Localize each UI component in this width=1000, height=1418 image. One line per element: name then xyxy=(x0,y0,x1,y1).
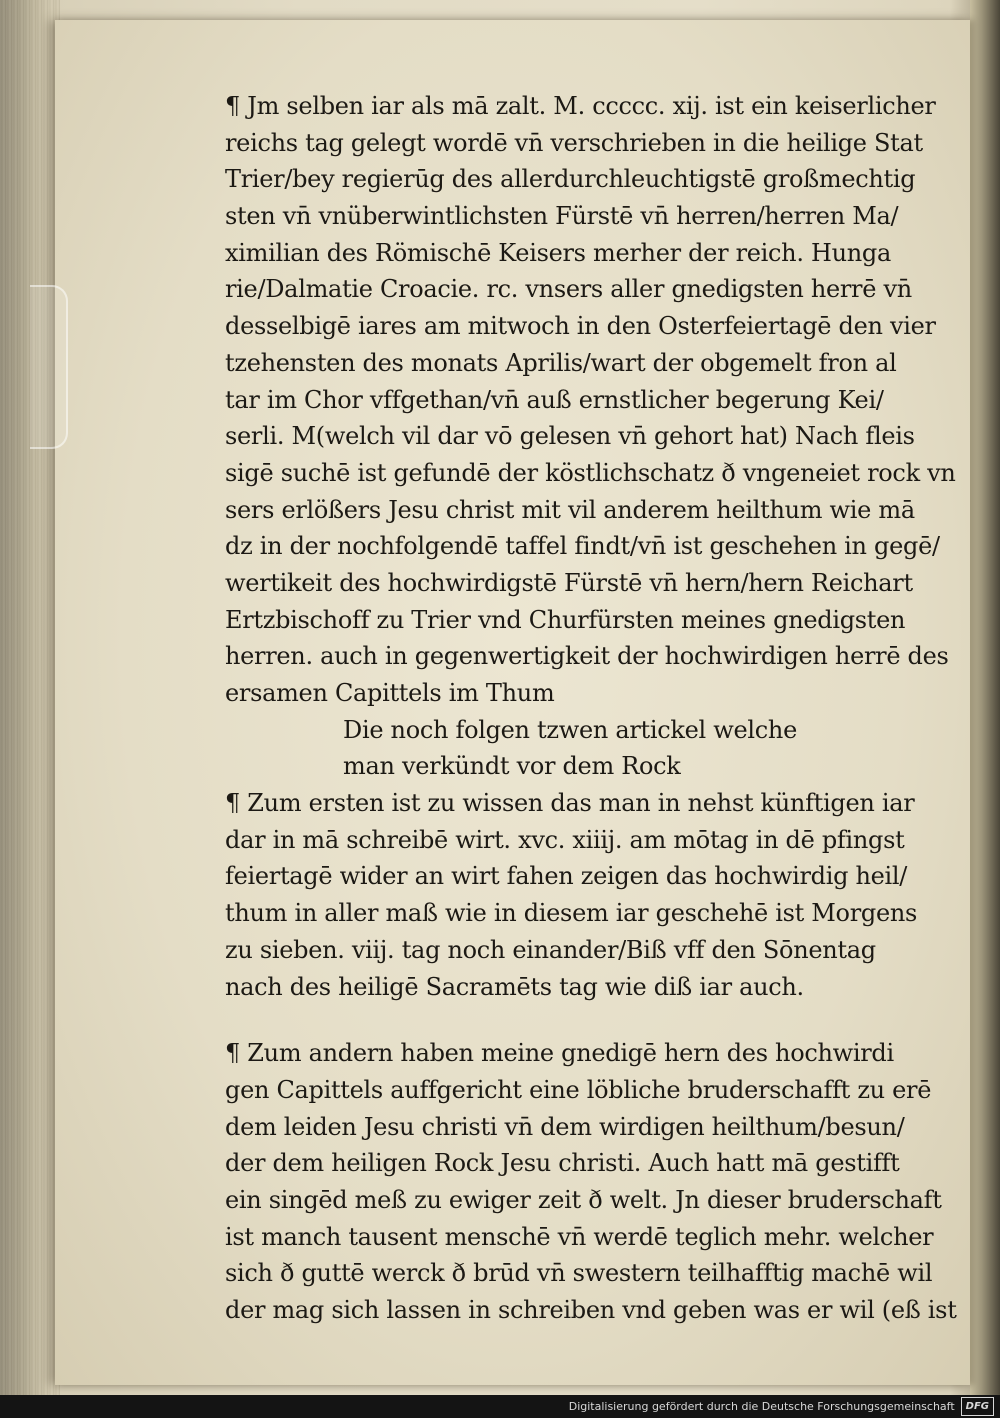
text-line: ersamen Capittels im Thum xyxy=(225,679,555,707)
text-line: tzehensten des monats Aprilis/wart der obgemelt fron al xyxy=(225,348,897,377)
funding-footer xyxy=(0,1395,1000,1418)
section-heading xyxy=(225,712,945,785)
text-line: zu sieben. viij. tag noch einander/Biß vff den Sōnentag xyxy=(225,935,876,964)
text-line: sers erlößers Jesu christ mit vil anderem heilthum wie mā xyxy=(225,495,915,524)
text-line: feiertagē wider an wirt fahen zeigen das hochwirdig heil/ xyxy=(225,862,908,891)
text-line: ¶ Zum andern haben meine gnedigē hern des hochwirdi xyxy=(225,1039,894,1068)
heading-line: man verkündt vor dem Rock xyxy=(343,752,681,781)
text-line: ¶ Jm selben iar als mā zalt. M. ccccc. xij. ist ein keiserlicher xyxy=(225,92,936,120)
paragraph-gap xyxy=(225,1005,945,1035)
page-text xyxy=(225,88,957,1329)
text-line: rie/Dalmatie Croacie. rc. vnsers aller gnedigsten herrē vn̄ xyxy=(225,275,912,304)
text-line: serli. M(welch vil dar vō gelesen vn̄ gehort hat) Nach fleis xyxy=(225,422,915,451)
page-stack-edges xyxy=(0,0,60,1395)
text-line: gen Capittels auffgericht eine löbliche bruderschafft zu erē xyxy=(225,1075,932,1104)
text-line: desselbigē iares am mitwoch in den Osterfeiertagē den vier xyxy=(225,312,936,341)
text-line: sich ð guttē werck ð brūd vn̄ swestern teilhafftig machē wil xyxy=(225,1259,933,1288)
text-line: Ertzbischoff zu Trier vnd Churfürsten meines gnedigsten xyxy=(225,605,906,634)
text-line: reichs tag gelegt wordē vn̄ verschrieben in die heilige Stat xyxy=(225,128,923,157)
dfg-logo: DFG xyxy=(961,1397,994,1416)
page-clip xyxy=(30,285,68,449)
text-line: Trier/bey regierūg des allerdurchleuchtigstē großmechtig xyxy=(225,165,916,194)
text-line: wertikeit des hochwirdigstē Fürstē vn̄ hern/hern Reichart xyxy=(225,568,913,597)
paragraph-2 xyxy=(225,785,945,1005)
text-line: tar im Chor vffgethan/vn̄ auß ernstlicher begerung Kei/ xyxy=(225,385,884,414)
text-line: thum in aller maß wie in diesem iar geschehē ist Morgens xyxy=(225,899,918,928)
text-line: herren. auch in gegenwertigkeit der hochwirdigen herrē des xyxy=(225,642,949,671)
text-line: ximilian des Römischē Keisers merher der reich. Hunga xyxy=(225,238,891,267)
text-line: ein singēd meß zu ewiger zeit ð welt. Jn dieser bruderschaft xyxy=(225,1185,942,1214)
paragraph-3 xyxy=(225,1035,957,1329)
text-line: der mag sich lassen in schreiben vnd geben was er wil (eß ist xyxy=(225,1296,957,1324)
binding-shadow xyxy=(970,0,1000,1395)
text-line: ist manch tausent menschē vn̄ werdē teglich mehr. welcher xyxy=(225,1222,934,1251)
heading-line: Die noch folgen tzwen artickel welche xyxy=(343,715,797,744)
text-line: dar in mā schreibē wirt. xvc. xiiij. am mōtag in dē pfingst xyxy=(225,825,905,854)
text-line: dem leiden Jesu christi vn̄ dem wirdigen heilthum/besun/ xyxy=(225,1112,905,1141)
funding-text: Digitalisierung gefördert durch die Deutsche Forschungsgemeinschaft xyxy=(568,1400,955,1413)
text-line: nach des heiligē Sacramēts tag wie diß iar auch. xyxy=(225,972,804,1001)
text-line: sigē suchē ist gefundē der köstlichschatz ð vngeneiet rock vn xyxy=(225,458,956,487)
text-line: sten vn̄ vnüberwintlichsten Fürstē vn̄ herren/herren Ma/ xyxy=(225,202,899,231)
text-line: dz in der nochfolgendē taffel findt/vn̄ ist geschehen in gegē/ xyxy=(225,532,940,561)
paragraph-1 xyxy=(225,88,956,712)
text-line: ¶ Zum ersten ist zu wissen das man in nehst künftigen iar xyxy=(225,789,915,818)
text-line: der dem heiligen Rock Jesu christi. Auch hatt mā gestifft xyxy=(225,1149,900,1178)
